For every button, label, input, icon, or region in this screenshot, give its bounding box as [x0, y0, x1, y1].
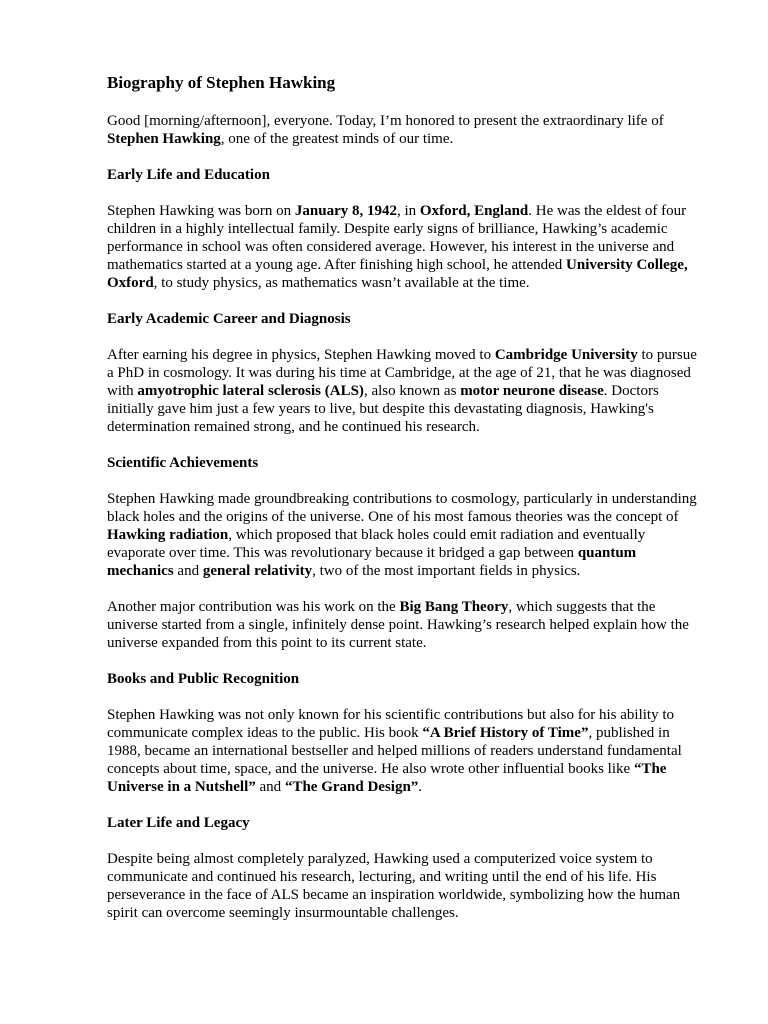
paragraph-early-life	[107, 202, 697, 292]
bold-text-run: January 8, 1942	[294, 203, 397, 219]
bold-text-run: University College, Oxford	[107, 257, 688, 291]
bold-text-run: Hawking radiation	[107, 527, 229, 543]
text-run: to pursue a PhD in cosmology. It was during his time at Cambridge, at the age of 21, that he was diagnosed with	[107, 347, 697, 399]
text-run: . He was the eldest of four children in a highly intellectual family. Despite early signs of brilliance, Hawking’s academic performance in school was often considered average. However, his interest in the universe and mathematics started at a young age. After finishing high school, he attended	[107, 203, 687, 273]
text-run: , one of the greatest minds of our time.	[220, 131, 454, 147]
bold-text-run: quantum mechanics	[107, 545, 637, 579]
document-body	[107, 72, 697, 940]
text-run: , to study physics, as mathematics wasn’t available at the time.	[153, 275, 530, 291]
text-run: Despite being almost completely paralyzed, Hawking used a computerized voice system to communicate and continued his research, lecturing, and writing until the end of his life. His perseverance in the face of ALS became an inspiration worldwide, symbolizing how the human spirit can overcome seemingly insurmountable challenges.	[107, 851, 681, 921]
text-run: , published in 1988, became an international bestseller and helped millions of readers understand fundamental concepts about time, space, and the universe. He also wrote other influential books like	[107, 725, 682, 777]
section-heading-academic-career: Early Academic Career and Diagnosis	[107, 311, 351, 327]
text-run: . Doctors initially gave him just a few years to live, but despite this devastating diagnosis, Hawking's determination remained strong, and he continued his research.	[107, 383, 659, 435]
text-run: and	[173, 563, 203, 579]
text-run: , two of the most important fields in physics.	[312, 563, 581, 579]
section-heading-early-life: Early Life and Education	[107, 167, 270, 183]
bold-text-run: Stephen Hawking	[107, 131, 221, 147]
text-run: , which suggests that the universe started from a single, infinitely dense point. Hawking’s research helped explain how the universe expanded from this point to its current state.	[107, 599, 689, 651]
section-heading-scientific-achievements: Scientific Achievements	[107, 455, 259, 471]
paragraph-scientific-achievements-2	[107, 598, 697, 652]
text-run: Stephen Hawking made groundbreaking contributions to cosmology, particularly in understanding black holes and the origins of the universe. One of his most famous theories was the concept of	[107, 491, 697, 525]
section-heading-later-life: Later Life and Legacy	[107, 815, 250, 831]
document-title: Biography of Stephen Hawking	[107, 73, 336, 92]
bold-text-run: Big Bang Theory	[399, 599, 509, 615]
text-run: , also known as	[363, 383, 461, 399]
bold-text-run: “A Brief History of Time”	[422, 725, 589, 741]
paragraph-later-life	[107, 850, 697, 922]
paragraph-academic-career	[107, 346, 697, 436]
section-heading-books: Books and Public Recognition	[107, 671, 300, 687]
text-run: After earning his degree in physics, Stephen Hawking moved to	[107, 347, 495, 363]
bold-text-run: amyotrophic lateral sclerosis (ALS)	[137, 383, 364, 399]
text-run: .	[418, 779, 423, 795]
text-run: , in	[396, 203, 420, 219]
text-run: Stephen Hawking was not only known for his scientific contributions but also for his ability to communicate complex ideas to the public. His book	[107, 707, 675, 741]
paragraph-scientific-achievements-1	[107, 490, 697, 580]
bold-text-run: general relativity	[202, 563, 313, 579]
bold-text-run: motor neurone disease	[460, 383, 604, 399]
text-run: Stephen Hawking was born on	[107, 203, 295, 219]
bold-text-run: “The Universe in a Nutshell”	[107, 761, 667, 795]
bold-text-run: Oxford, England	[419, 203, 529, 219]
paragraph-books	[107, 706, 697, 796]
text-run: , which proposed that black holes could emit radiation and eventually evaporate over time. This was revolutionary because it bridged a gap between	[107, 527, 646, 561]
bold-text-run: Cambridge University	[494, 347, 638, 363]
text-run: Good [morning/afternoon], everyone. Today, I’m honored to present the extraordinary life of	[107, 113, 664, 129]
bold-text-run: “The Grand Design”	[284, 779, 419, 795]
intro-paragraph	[107, 112, 697, 148]
text-run: Another major contribution was his work on the	[107, 599, 400, 615]
text-run: and	[255, 779, 285, 795]
